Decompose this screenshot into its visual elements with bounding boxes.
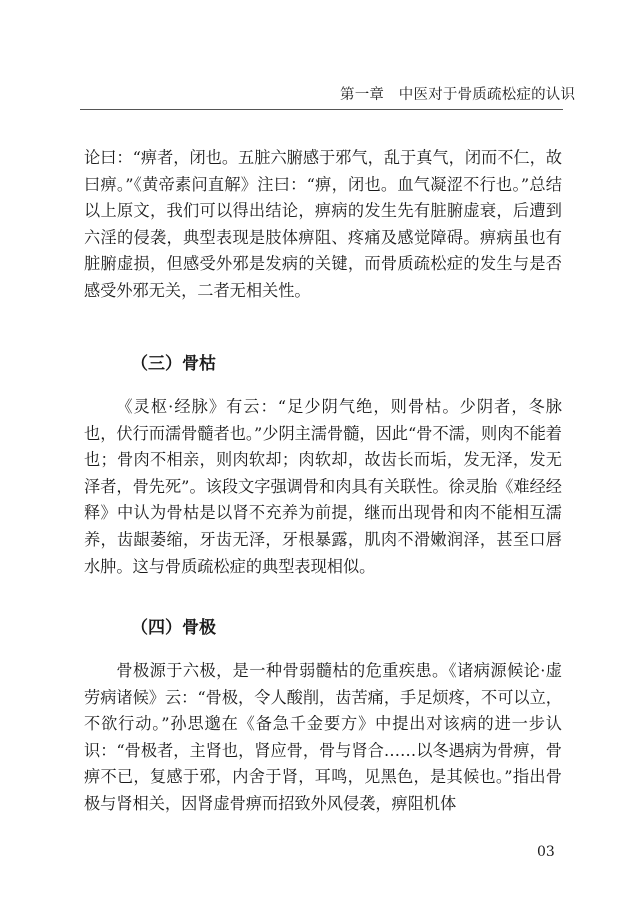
paragraph-gu-ku: 《灵枢·经脉》有云：“足少阴气绝，则骨枯。少阴者，冬脉也，伏行而濡骨髓者也。”少阴主濡骨髓，因此“骨不濡，则肉不能着也；骨肉不相亲，则肉软却；肉软却，故齿长而垢，发无泽，发无泽者，骨先死”。该段文字强调骨和肉具有关联性。徐灵胎《难经经释》中认为骨枯是以肾不充养为前提，继而出现骨和肉不能相互濡养，齿龈萎缩，牙齿无泽，牙根暴露，肌肉不滑嫩润泽，甚至口唇水肿。这与骨质疏松症的典型表现相似。 [84,397,562,576]
page-number: 03 [537,844,555,860]
header-rule [80,109,563,110]
section-heading-gu-ku: （三）骨枯 [131,354,216,374]
paragraph-bi-definition: 论曰：“痹者，闭也。五脏六腑感于邪气，乱于真气，闭而不仁，故曰痹。”《黄帝素问直解》注曰：“痹，闭也。血气凝涩不行也。”总结以上原文，我们可以得出结论，痹病的发生先有脏腑虚衰，后遭到六淫的侵袭，典型表现是肢体痹阻、疼痛及感觉障碍。痹病虽也有脏腑虚损，但感受外邪是发病的关键，而骨质疏松症的发生与是否感受外邪无关，二者无相关性。 [84,148,562,300]
section-heading-gu-ji: （四）骨极 [131,618,216,638]
running-header-chapter-title: 第一章 中医对于骨质疏松症的认识 [340,87,576,103]
paragraph-gu-ji: 骨极源于六极，是一种骨弱髓枯的危重疾患。《诸病源候论·虚劳病诸候》云：“骨极，令人酸削，齿苦痛，手足烦疼，不可以立，不欲行动。”孙思邈在《备急千金要方》中提出对该病的进一步认识：“骨极者，主肾也，肾应骨，骨与肾合……以冬遇病为骨痹，骨痹不已，复感于邪，内舍于肾，耳鸣，见黑色，是其候也。”指出骨极与肾相关，因肾虚骨痹而招致外风侵袭，痹阻机体 [84,661,562,813]
